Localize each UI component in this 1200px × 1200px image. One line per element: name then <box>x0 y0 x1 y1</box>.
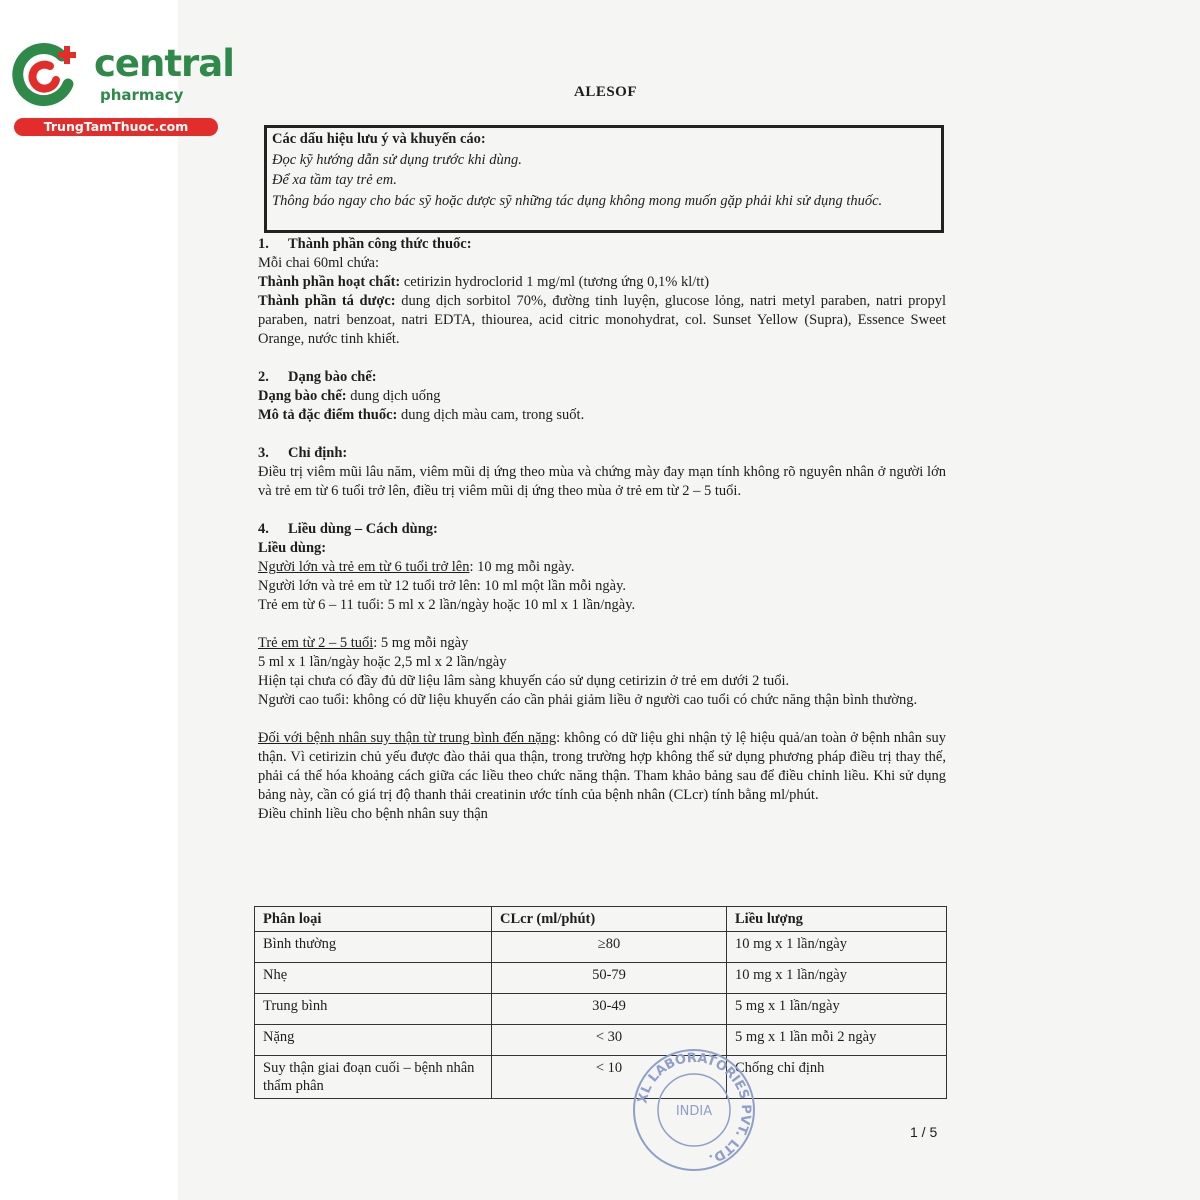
table-cell: Trung bình <box>255 994 492 1025</box>
table-cell: 50-79 <box>492 963 727 994</box>
svg-text:XL LABORATORIES PVT. LTD.: XL LABORATORIES PVT. LTD. <box>635 1050 754 1167</box>
table-cell: 10 mg x 1 lần/ngày <box>727 963 947 994</box>
table-row <box>255 1056 947 1099</box>
table-cell: Bình thường <box>255 932 492 963</box>
dosage-child: Trẻ em từ 2 – 5 tuổi: 5 mg mỗi ngày <box>258 635 469 651</box>
warning-line: Thông báo ngay cho bác sỹ hoặc dược sỹ những tác dụng không mong muốn gặp phải khi sử dụng thuốc. <box>272 192 883 209</box>
warning-box <box>264 125 944 233</box>
dosage-renal: Đối với bệnh nhân suy thận từ trung bình đến nặng: không có dữ liệu ghi nhận tỷ lệ hiệu quả/an toàn ở bệnh nhân suy thận. Vì cetirizin chủ yếu được đào thải qua thận, trong trường hợp không thể sử dụng phương pháp điều trị thay thế, phải cá thể hóa khoảng cách giữa các liều theo chức năng thận. Tham khảo bảng sau để điều chỉnh liều. Khi sử dụng bảng này, cần có giá trị độ thanh thải creatinin ước tính của bệnh nhân (CLcr) tính bằng ml/phút. <box>258 730 946 803</box>
table-header: Phân loại <box>255 907 492 932</box>
table-row <box>255 1025 947 1056</box>
dosage-child-detail: 5 ml x 1 lần/ngày hoặc 2,5 ml x 2 lần/ngày <box>258 654 507 670</box>
section-heading-composition: 1. Thành phần công thức thuốc: <box>258 236 472 252</box>
warning-line: Để xa tầm tay trẻ em. <box>272 172 397 188</box>
dosage-elderly: Người cao tuổi: không có dữ liệu khuyến cáo cần phải giảm liều ở người cao tuổi có chức năng thận bình thường. <box>258 692 918 708</box>
table-cell: < 30 <box>492 1025 727 1056</box>
table-caption: Điều chỉnh liều cho bệnh nhân suy thận <box>258 806 488 822</box>
table-header: CLcr (ml/phút) <box>492 907 727 932</box>
dosage-subheading: Liều dùng: <box>258 540 327 556</box>
company-stamp <box>630 1046 758 1174</box>
table-cell: Suy thận giai đoạn cuối – bệnh nhân thẩm phân <box>255 1056 492 1099</box>
table-cell: ≥80 <box>492 932 727 963</box>
dosage-6-11: Trẻ em từ 6 – 11 tuổi: 5 ml x 2 lần/ngày hoặc 10 ml x 1 lần/ngày. <box>258 597 636 613</box>
dosage-under-2: Hiện tại chưa có đầy đủ dữ liệu lâm sàng khuyến cáo sử dụng cetirizin ở trẻ em dưới 2 tuổi. <box>258 673 790 689</box>
table-row <box>255 932 947 963</box>
table-cell: 5 mg x 1 lần/ngày <box>727 994 947 1025</box>
section-heading-dosage: 4. Liều dùng – Cách dùng: <box>258 521 438 537</box>
dosage-adult: Người lớn và trẻ em từ 6 tuổi trở lên: 10 mg mỗi ngày. <box>258 559 575 575</box>
document-body <box>258 235 946 824</box>
table-cell: Nặng <box>255 1025 492 1056</box>
logo-subtitle: pharmacy <box>100 86 184 104</box>
logo-name: central <box>94 42 234 85</box>
table-row <box>255 963 947 994</box>
indications-text: Điều trị viêm mũi lâu năm, viêm mũi dị ứng theo mùa và chứng mày đay mạn tính không rõ nguyên nhân ở người lớn và trẻ em từ 6 tuổi trở lên, điều trị viêm mũi dị ứng theo mùa ở trẻ em từ 2 – 5 tuổi. <box>258 464 946 499</box>
table-cell: 30-49 <box>492 994 727 1025</box>
table-cell: 10 mg x 1 lần/ngày <box>727 932 947 963</box>
logo-url-badge[interactable]: TrungTamThuoc.com <box>14 118 218 136</box>
table-cell: < 10 <box>492 1056 727 1099</box>
table-header: Liều lượng <box>727 907 947 932</box>
table-row <box>255 994 947 1025</box>
page-number: 1 / 5 <box>910 1124 938 1140</box>
renal-dose-table <box>254 906 947 1099</box>
table-cell: Nhẹ <box>255 963 492 994</box>
dosage-12-plus: Người lớn và trẻ em từ 12 tuổi trở lên: 10 ml một lần mỗi ngày. <box>258 578 627 594</box>
excipients: Thành phần tá dược: dung dịch sorbitol 70%, đường tinh luyện, glucose lỏng, natri metyl paraben, natri propyl paraben, natri benzoat, natri EDTA, thiourea, acid citric monohydrat, col. Sunset Yellow (Supra), Essence Sweet Orange, nước tinh khiết. <box>258 293 946 347</box>
active-ingredient: Thành phần hoạt chất: cetirizin hydroclorid 1 mg/ml (tương ứng 0,1% kl/tt) <box>258 274 710 290</box>
document-title: ALESOF <box>574 84 638 100</box>
section-heading-dosage-form: 2. Dạng bào chế: <box>258 369 377 385</box>
warning-heading: Các dấu hiệu lưu ý và khuyến cáo: <box>272 131 486 147</box>
svg-text:INDIA: INDIA <box>675 1104 713 1119</box>
composition-intro: Mỗi chai 60ml chứa: <box>258 255 380 271</box>
table-header-row <box>255 907 947 932</box>
warning-line: Đọc kỹ hướng dẫn sử dụng trước khi dùng. <box>272 151 522 168</box>
table-cell: 5 mg x 1 lần mỗi 2 ngày <box>727 1025 947 1056</box>
section-heading-indications: 3. Chỉ định: <box>258 445 348 461</box>
pharmacy-logo[interactable] <box>8 36 234 141</box>
product-description: Mô tả đặc điểm thuốc: dung dịch màu cam, trong suốt. <box>258 407 585 423</box>
table-cell: Chống chỉ định <box>727 1056 947 1099</box>
dosage-form: Dạng bào chế: dung dịch uống <box>258 388 441 404</box>
pharmacy-logo-icon <box>10 40 82 112</box>
